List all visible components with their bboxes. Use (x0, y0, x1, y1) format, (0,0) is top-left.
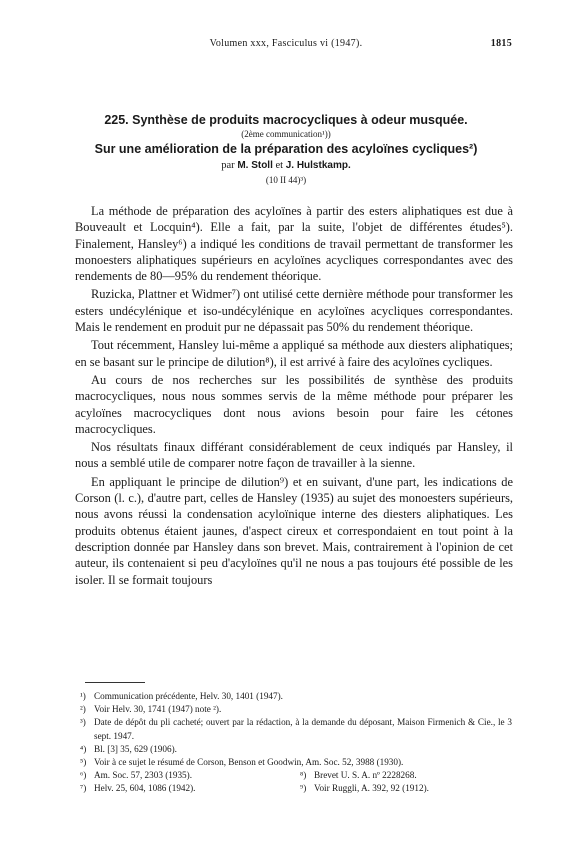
footnote-number: ¹) (80, 691, 86, 701)
article-subtitle: Sur une amélioration de la préparation des acyloïnes cycliques²) (94, 142, 478, 156)
authors-prefix: par (221, 160, 235, 171)
footnote-number: ³) (80, 717, 86, 728)
article-body (75, 203, 513, 588)
paragraph-3: Tout récemment, Hansley lui-même a appliqué sa méthode aux diesters aliphatiques; en se basant sur le principe de dilution⁸), il est arrivé à faire des acyloïnes cycliques. (75, 338, 513, 369)
footnote-number: ⁴) (80, 743, 87, 754)
footnote-number: ⁷) (80, 783, 87, 794)
article-title: 225. Synthèse de produits macrocycliques à odeur musquée. (104, 113, 468, 127)
footnote-6 (80, 769, 292, 782)
page-number: 1815 (490, 38, 512, 49)
submission-date: (10 II 44)³) (265, 175, 307, 185)
footnote-number: ²) (80, 704, 86, 715)
paragraph-6: En appliquant le principe de dilution⁹) et en suivant, d'une part, les indications de Corson (l. c.), d'autre part, celles de Hansley (1935) au sujet des monoesters supérieurs, nous avons réussi la condensation acyloïnique interne des diesters aliphatiques. Les produits obtenus étaient jaunes, d'aspect cireux et correspondaient en tout point à la description donnée par Hansley dans son brevet. Mais, contrairement à l'opinion de cet auteur, ils contenaient si peu d'acyloïnes qu'il ne nous a pas toujours été possible de les isoler. Il se formait toujours (75, 474, 513, 587)
author-hulstkamp: J. Hulstkamp. (285, 160, 351, 171)
paragraph-4: Au cours de nos recherches sur les possibilités de synthèse des produits macrocycliques, nous nous sommes servis de la même méthode pour préparer les acyloïnes macrocycliques dont nous avions besoin pour faire les cétones macrocycliques. (75, 372, 513, 436)
footnote-7 (80, 782, 292, 795)
footnote-3 (80, 716, 512, 742)
footnote-1 (80, 690, 512, 703)
footnote-text: Communication précédente, Helv. 30, 1401 (1947). (94, 691, 283, 701)
footnote-text: Voir Helv. 30, 1741 (1947) note ²). (94, 704, 222, 715)
footnote-rule (85, 682, 145, 683)
footnote-text: Voir à ce sujet le résumé de Corson, Benson et Goodwin, Am. Soc. 52, 3988 (1930). (94, 757, 404, 768)
footnote-text: Date de dépôt du pli cacheté; ouvert par la rédaction, à la demande du déposant, Maison Firmenich & Cie., le 3 sept. 1947. (94, 717, 512, 741)
footnote-text: Helv. 25, 604, 1086 (1942). (94, 783, 196, 794)
footnote-9 (300, 782, 512, 795)
footnote-number: ⁶) (80, 770, 87, 781)
footnote-text: Voir Ruggli, A. 392, 92 (1912). (314, 783, 429, 794)
footnote-text: Am. Soc. 57, 2303 (1935). (94, 770, 192, 781)
paragraph-1: La méthode de préparation des acyloïnes à partir des esters aliphatiques est due à Bouveault et Locquin⁴). Elle a fait, par la suite, l'objet de différentes études⁵). Finalement, Hansley⁶) a indiqué les conditions de travail permettant de transformer les monoesters aliphatiques supérieurs en acyloïnes acycliques correspondantes avec des rendements de 80—95% du rendement théorique. (75, 204, 513, 284)
footnotes (80, 690, 512, 796)
footnote-row (80, 769, 512, 782)
authors-join: et (275, 160, 284, 171)
journal-reference: Volumen xxx, Fasciculus vi (1947). (209, 38, 363, 49)
paragraph-2: Ruzicka, Plattner et Widmer⁷) ont utilisé cette dernière méthode pour transformer les esters undécylénique et iso-undécylénique en acyloïnes acycliques correspondantes. Mais le rendement en produit pur ne dépassait pas 50% du rendement théorique. (75, 287, 513, 335)
footnote-text: Bl. [3] 35, 629 (1906). (94, 743, 177, 754)
communication-note: (2ème communication¹)) (241, 129, 331, 139)
author-stoll: M. Stoll (237, 160, 273, 171)
footnote-number: ⁵) (80, 757, 87, 768)
authors-line (60, 158, 512, 173)
footnote-8 (300, 769, 512, 782)
footnote-row (80, 782, 512, 795)
paragraph-5: Nos résultats finaux différant considérablement de ceux indiqués par Hansley, il nous a semblé utile de comparer notre façon de travailler à la sienne. (75, 440, 513, 471)
article-heading (60, 112, 512, 187)
footnote-5 (80, 756, 512, 769)
footnote-number: ⁹) (300, 783, 307, 794)
footnote-4 (80, 743, 512, 756)
footnote-2 (80, 703, 512, 716)
footnote-number: ⁸) (300, 770, 307, 781)
footnote-text: Brevet U. S. A. nº 2228268. (314, 770, 417, 781)
